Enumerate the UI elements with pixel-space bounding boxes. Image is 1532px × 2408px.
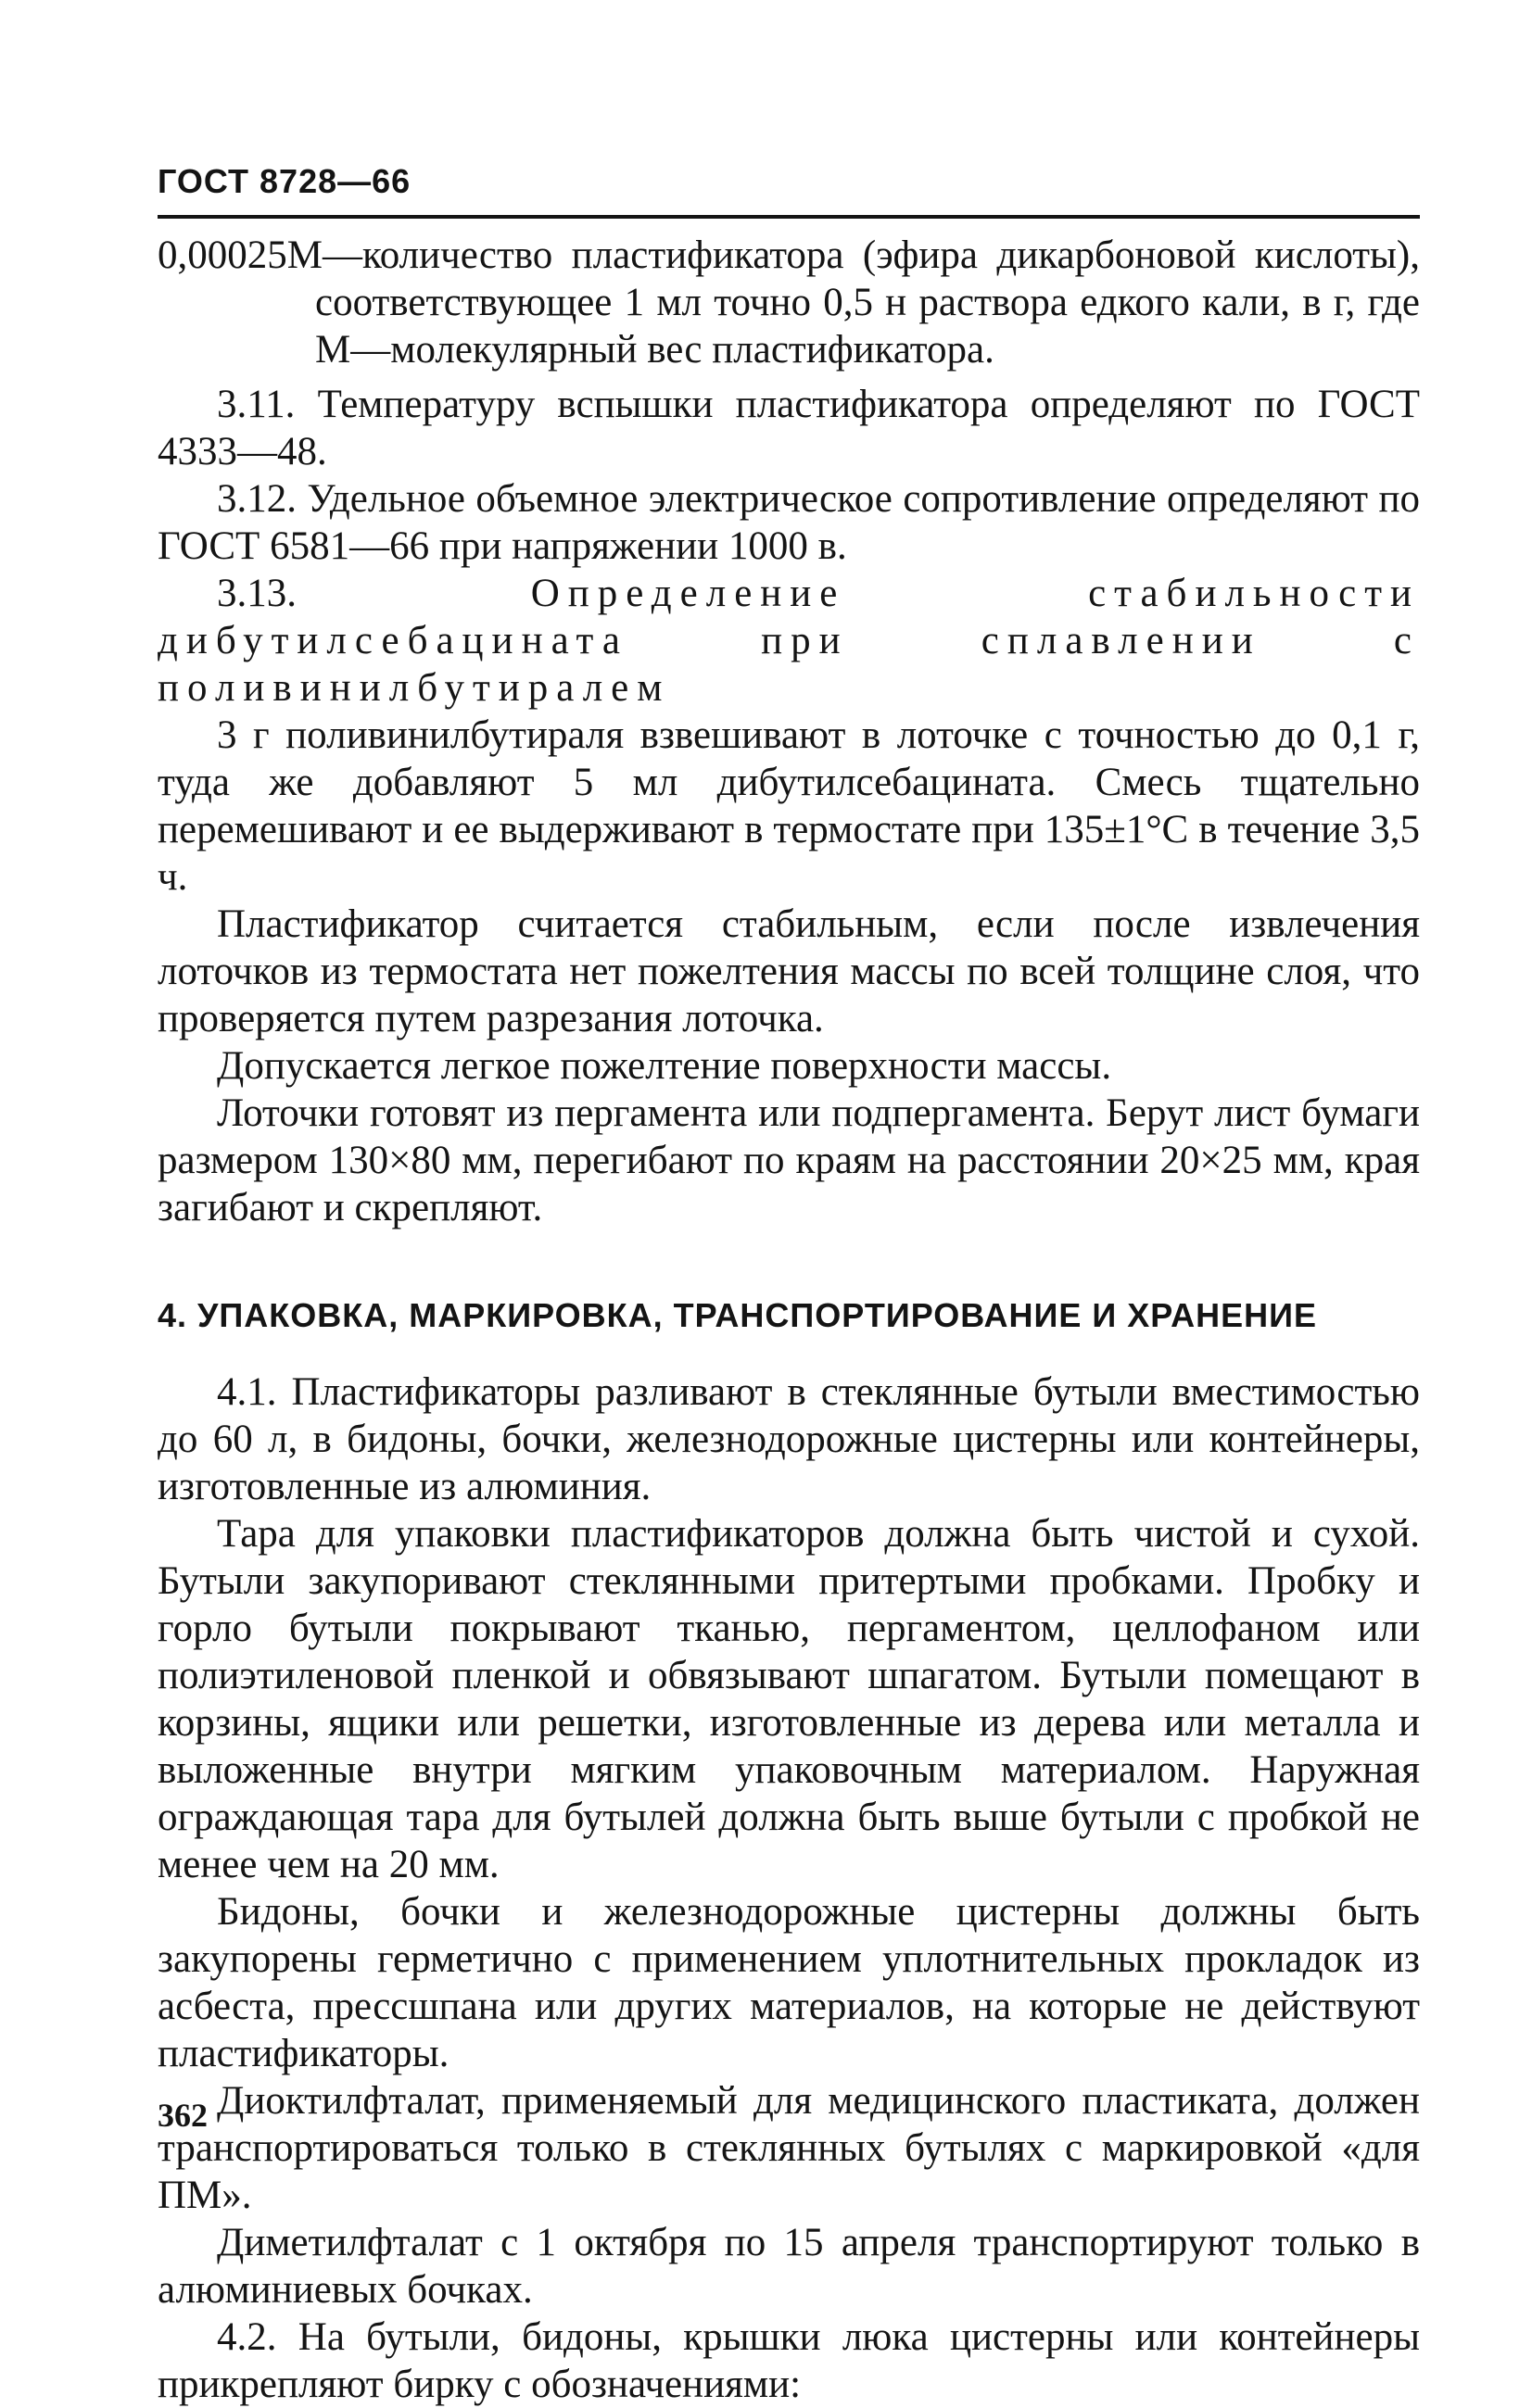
clause-3-12: 3.12. Удельное объемное электрическое сопротивление определяют по ГОСТ 6581—66 при напряжении 1000 в. (158, 477, 1420, 568)
section-4-heading: 4. УПАКОВКА, МАРКИРОВКА, ТРАНСПОРТИРОВАНИЕ И ХРАНЕНИЕ (158, 1296, 1317, 1334)
dimethylphthalate-transport: Диметилфталат с 1 октября по 15 апреля транспортируют только в алюминиевых бочках. (158, 2221, 1420, 2312)
clause-3-11: 3.11. Температуру вспышки пластификатора определяют по ГОСТ 4333—48. (158, 383, 1420, 473)
formula-explanation: 0,00025М—количество пластификатора (эфира дикарбоновой кислоты), соответствующее 1 мл точно 0,5 н раствора едкого кали, в г, где М—молекулярный вес пластификатора. (158, 233, 1420, 372)
document-header: ГОСТ 8728—66 (158, 162, 411, 200)
clause-3-13 (158, 570, 1420, 712)
stability-procedure: 3 г поливинилбутираля взвешивают в лоточке с точностью до 0,1 г, туда же добавляют 5 мл дибутилсебацината. Смесь тщательно перемешивают и ее выдерживают в термостате при 135±1°С в течение 3,5 ч. (158, 713, 1420, 899)
packaging-requirements: Тара для упаковки пластификаторов должна быть чистой и сухой. Бутыли закупоривают стеклянными притертыми пробками. Пробку и горло бутыли покрывают тканью, пергаментом, целлофаном или полиэтиленовой пленкой и обвязывают шпагатом. Бутыли помещают в корзины, ящики или решетки, изготовленные из дерева или металла и выложенные внутри мягким упаковочным материалом. Наружная ограждающая тара для бутылей должна быть выше бутыли с пробкой не менее чем на 20 мм. (158, 1512, 1420, 1886)
stability-criterion: Пластификатор считается стабильным, если после извлечения лоточков из термостата нет пожелтения массы по всей толщине слоя, что проверяется путем разрезания лоточка. (158, 902, 1420, 1040)
clause-3-13-number: 3.13. (217, 572, 297, 615)
allowance-note: Допускается легкое пожелтение поверхности массы. (217, 1044, 1112, 1088)
document-page (158, 158, 1420, 2408)
sealing-requirements: Бидоны, бочки и железнодорожные цистерны должны быть закупорены герметично с применением уплотнительных прокладок из асбеста, прессшпана или других материалов, на которые не действуют пластификаторы. (158, 1890, 1420, 2075)
tray-preparation: Лоточки готовят из пергамента или подпергамента. Берут лист бумаги размером 130×80 мм, перегибают по краям на расстоянии 20×25 мм, края загибают и скрепляют. (158, 1091, 1420, 1229)
clause-4-1: 4.1. Пластификаторы разливают в стеклянные бутыли вместимостью до 60 л, в бидоны, бочки, железнодорожные цистерны или контейнеры, изготовленные из алюминия. (158, 1370, 1420, 1508)
page-number: 362 (158, 2097, 208, 2134)
dioctylphthalate-transport: Диоктилфталат, применяемый для медицинского пластиката, должен транспортироваться только в стеклянных бутылях с маркировкой «для ПМ». (158, 2079, 1420, 2217)
header-divider (158, 215, 1420, 219)
clause-3-13-title: Определение стабильности дибутилсебацината при сплавлении с поливинилбутиралем (158, 572, 1420, 710)
clause-4-2: 4.2. На бутыли, бидоны, крышки люка цистерны или контейнеры прикрепляют бирку с обозначениями: (158, 2315, 1420, 2406)
